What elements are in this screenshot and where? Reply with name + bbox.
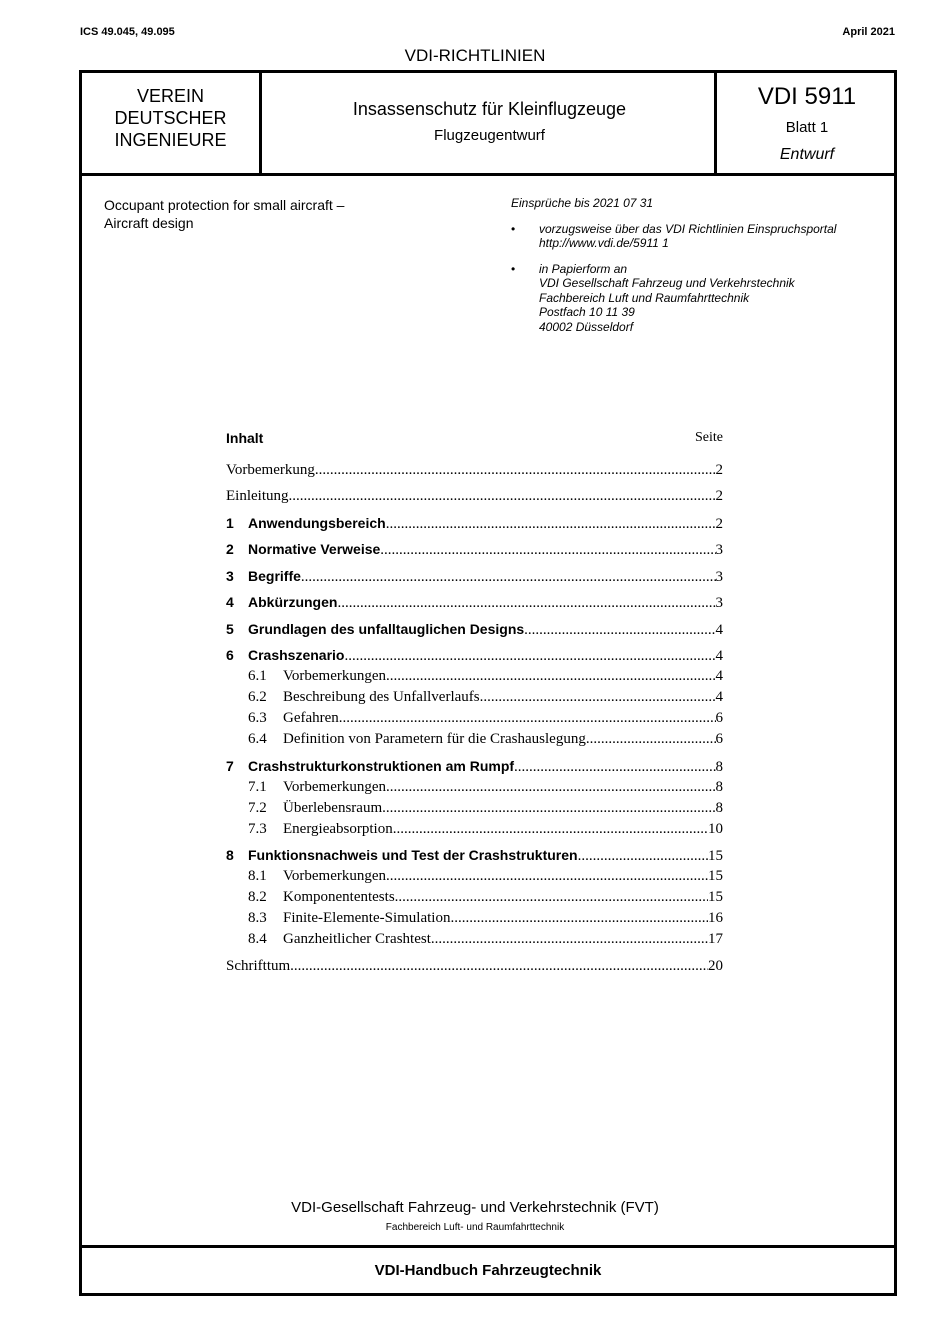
toc-entry-title: Ganzheitlicher Crashtest: [283, 931, 431, 947]
document-header: [79, 70, 897, 176]
toc-entry-page: 6: [715, 731, 723, 747]
toc-entry-title: Grundlagen des unfalltauglichen Designs: [248, 620, 525, 637]
toc-page-heading: Seite: [695, 430, 723, 445]
toc-entry[interactable]: [226, 460, 723, 481]
ics-code: ICS 49.045, 49.095: [80, 26, 175, 38]
objection-line: VDI Gesellschaft Fahrzeug und Verkehrstechnik: [539, 276, 795, 290]
toc-entry[interactable]: [226, 866, 723, 887]
toc-entry-title: Anwendungsbereich: [248, 514, 386, 531]
english-title: [104, 196, 344, 232]
toc-leader-dots: [380, 540, 715, 560]
toc-entry-title: Definition von Parametern für die Crashauslegung: [283, 731, 586, 747]
objection-line: Postfach 10 11 39: [539, 305, 635, 319]
toc-leader-dots: [395, 887, 708, 908]
document-title: Insassenschutz für Kleinflugzeuge: [352, 99, 627, 119]
toc-entry[interactable]: [226, 592, 723, 613]
toc-entry[interactable]: [226, 566, 723, 587]
toc-entry-number: 7: [226, 757, 234, 774]
toc-leader-dots: [386, 777, 715, 798]
toc-entry-number: 7.3: [248, 820, 267, 837]
toc-leader-dots: [514, 757, 715, 777]
organization-line: INGENIEURE: [114, 130, 227, 150]
toc-leader-dots: [290, 956, 708, 977]
organization-line: VEREIN: [136, 86, 205, 106]
toc-entry-page: 15: [708, 868, 723, 884]
organization-line: DEUTSCHER: [114, 108, 227, 128]
toc-leader-dots: [386, 866, 708, 887]
toc-entry[interactable]: [226, 956, 723, 977]
toc-entry[interactable]: [226, 845, 723, 866]
toc-leader-dots: [450, 908, 708, 929]
toc-entry-page: 4: [715, 689, 723, 705]
toc-entry[interactable]: [226, 513, 723, 534]
toc-entry-number: 6.3: [248, 710, 267, 726]
toc-leader-dots: [480, 687, 716, 708]
publication-date: April 2021: [842, 26, 895, 38]
toc-entry-number: 8.4: [248, 931, 267, 947]
toc-entry-number: 7.1: [248, 778, 267, 795]
toc-entry-page: 8: [715, 778, 723, 795]
toc-entry-title: Beschreibung des Unfallverlaufs: [283, 689, 480, 705]
toc-leader-dots: [339, 708, 716, 729]
toc-entry[interactable]: [226, 708, 723, 729]
toc-leader-dots: [315, 460, 716, 481]
toc-entry-page: 3: [715, 568, 723, 585]
toc-heading: Inhalt: [226, 430, 264, 446]
series-title: VDI-RICHTLINIEN: [404, 46, 546, 65]
toc-leader-dots: [337, 593, 715, 613]
toc-leader-dots: [586, 729, 716, 750]
toc-leader-dots: [386, 514, 716, 534]
objection-line: 40002 Düsseldorf: [539, 319, 634, 334]
toc-entry-number: 6: [226, 647, 234, 663]
toc-entry-page: 15: [708, 889, 723, 905]
toc-entry-number: 4: [226, 594, 234, 610]
toc-entry-number: 2: [226, 541, 234, 557]
objections-block: [511, 196, 836, 345]
footer-handbook: VDI-Handbuch Fahrzeugtechnik: [374, 1262, 602, 1279]
toc-entry-number: 6.4: [248, 731, 267, 747]
toc-entry-number: 1: [226, 514, 234, 531]
toc-entry[interactable]: [226, 777, 723, 798]
objection-option-paper: [511, 262, 836, 335]
toc-entry-title: Finite-Elemente-Simulation: [283, 910, 451, 926]
toc-entry-title: Einleitung: [226, 488, 289, 504]
toc-list: [226, 460, 723, 977]
toc-entry-page: 8: [715, 799, 723, 816]
toc-entry[interactable]: [226, 729, 723, 750]
toc-entry-page: 17: [708, 931, 723, 947]
footer-organization: VDI-Gesellschaft Fahrzeug- und Verkehrstechnik (FVT): [291, 1199, 659, 1216]
toc-entry-title: Begriffe: [248, 567, 301, 584]
toc-entry-page: 2: [715, 461, 723, 478]
toc-entry-title: Abkürzungen: [248, 594, 338, 610]
objection-deadline: Einsprüche bis 2021 07 31: [511, 196, 654, 210]
toc-entry[interactable]: [226, 929, 723, 950]
objection-line: vorzugsweise über das VDI Richtlinien Einspruchsportal: [539, 221, 837, 236]
toc-leader-dots: [524, 620, 715, 640]
toc-leader-dots: [382, 798, 715, 819]
toc-entry-title: Gefahren: [283, 710, 339, 726]
toc-entry[interactable]: [226, 687, 723, 708]
toc-entry-page: 10: [708, 820, 723, 837]
toc-entry-number: 8.1: [248, 868, 267, 884]
toc-entry[interactable]: [226, 645, 723, 666]
document-number: VDI 5911: [757, 83, 857, 110]
bullet-icon: •: [511, 261, 516, 276]
english-title-line: Aircraft design: [104, 215, 194, 231]
toc-entry[interactable]: [226, 619, 723, 640]
toc-entry-title: Crashszenario: [248, 647, 345, 663]
toc-leader-dots: [393, 819, 708, 840]
toc-entry-page: 4: [715, 648, 723, 664]
english-title-line: Occupant protection for small aircraft –: [104, 197, 345, 213]
document-id-block: [720, 73, 894, 173]
organization-name: [82, 73, 262, 173]
toc-entry-number: 7.2: [248, 799, 267, 816]
toc-leader-dots: [301, 567, 716, 587]
toc-leader-dots: [386, 666, 715, 687]
footer-handbook-bar: [79, 1245, 897, 1296]
toc-entry-page: 15: [708, 848, 723, 864]
toc-entry-number: 8: [226, 847, 234, 863]
toc-entry[interactable]: [226, 539, 723, 560]
toc-entry-title: Energieabsorption: [283, 820, 393, 837]
objection-line: in Papierform an: [539, 261, 628, 276]
document-title-block: [265, 73, 717, 173]
toc-entry-title: Crashstrukturkonstruktionen am Rumpf: [248, 757, 515, 774]
toc-entry-title: Vorbemerkungen: [283, 868, 387, 884]
toc-entry-page: 3: [715, 595, 723, 611]
toc-leader-dots: [431, 929, 708, 950]
toc-entry[interactable]: [226, 666, 723, 687]
toc-entry-title: Vorbemerkungen: [283, 778, 387, 795]
toc-entry-title: Überlebensraum: [283, 799, 383, 816]
toc-entry-page: 8: [715, 758, 723, 775]
footer-division: Fachbereich Luft- und Raumfahrttechnik: [385, 1222, 565, 1233]
toc-entry-page: 4: [715, 621, 723, 638]
toc-entry-title: Schrifttum: [226, 957, 291, 974]
sheet-number: Blatt 1: [785, 119, 829, 136]
toc-entry[interactable]: [226, 486, 723, 507]
toc-entry-number: 6.1: [248, 668, 267, 684]
toc-leader-dots: [289, 486, 716, 507]
objection-line: Fachbereich Luft und Raumfahrttechnik: [539, 290, 750, 305]
toc-entry-page: 6: [715, 710, 723, 726]
toc-entry-number: 8.3: [248, 910, 267, 926]
toc-entry[interactable]: [226, 756, 723, 777]
toc-entry-number: 3: [226, 567, 234, 584]
toc-entry-page: 2: [715, 488, 723, 504]
toc-entry-title: Funktionsnachweis und Test der Crashstrukturen: [248, 847, 578, 863]
toc-entry-title: Vorbemerkung: [226, 461, 315, 478]
toc-entry-page: 2: [715, 515, 723, 532]
toc-entry-title: Komponententests: [283, 889, 395, 905]
objection-option-portal: [511, 222, 836, 251]
toc-entry[interactable]: [226, 887, 723, 908]
toc-leader-dots: [344, 646, 715, 666]
portal-link[interactable]: http://www.vdi.de/5911 1: [539, 236, 669, 250]
toc-header: [226, 428, 723, 454]
toc-entry-page: 3: [715, 542, 723, 558]
toc-entry-number: 8.2: [248, 889, 267, 905]
document-status: Entwurf: [779, 146, 835, 163]
toc-entry[interactable]: [226, 798, 723, 819]
toc-leader-dots: [578, 846, 708, 866]
toc-entry-page: 4: [715, 668, 723, 684]
document-subtitle: Flugzeugentwurf: [434, 127, 545, 144]
bullet-icon: •: [511, 221, 516, 236]
table-of-contents: [226, 428, 723, 977]
toc-entry[interactable]: [226, 908, 723, 929]
toc-entry-page: 16: [708, 910, 723, 926]
toc-entry-page: 20: [708, 957, 723, 974]
toc-entry-title: Vorbemerkungen: [283, 668, 387, 684]
toc-entry-number: 5: [226, 620, 234, 637]
toc-entry[interactable]: [226, 819, 723, 840]
toc-entry-number: 6.2: [248, 689, 267, 705]
toc-entry-title: Normative Verweise: [248, 541, 381, 557]
